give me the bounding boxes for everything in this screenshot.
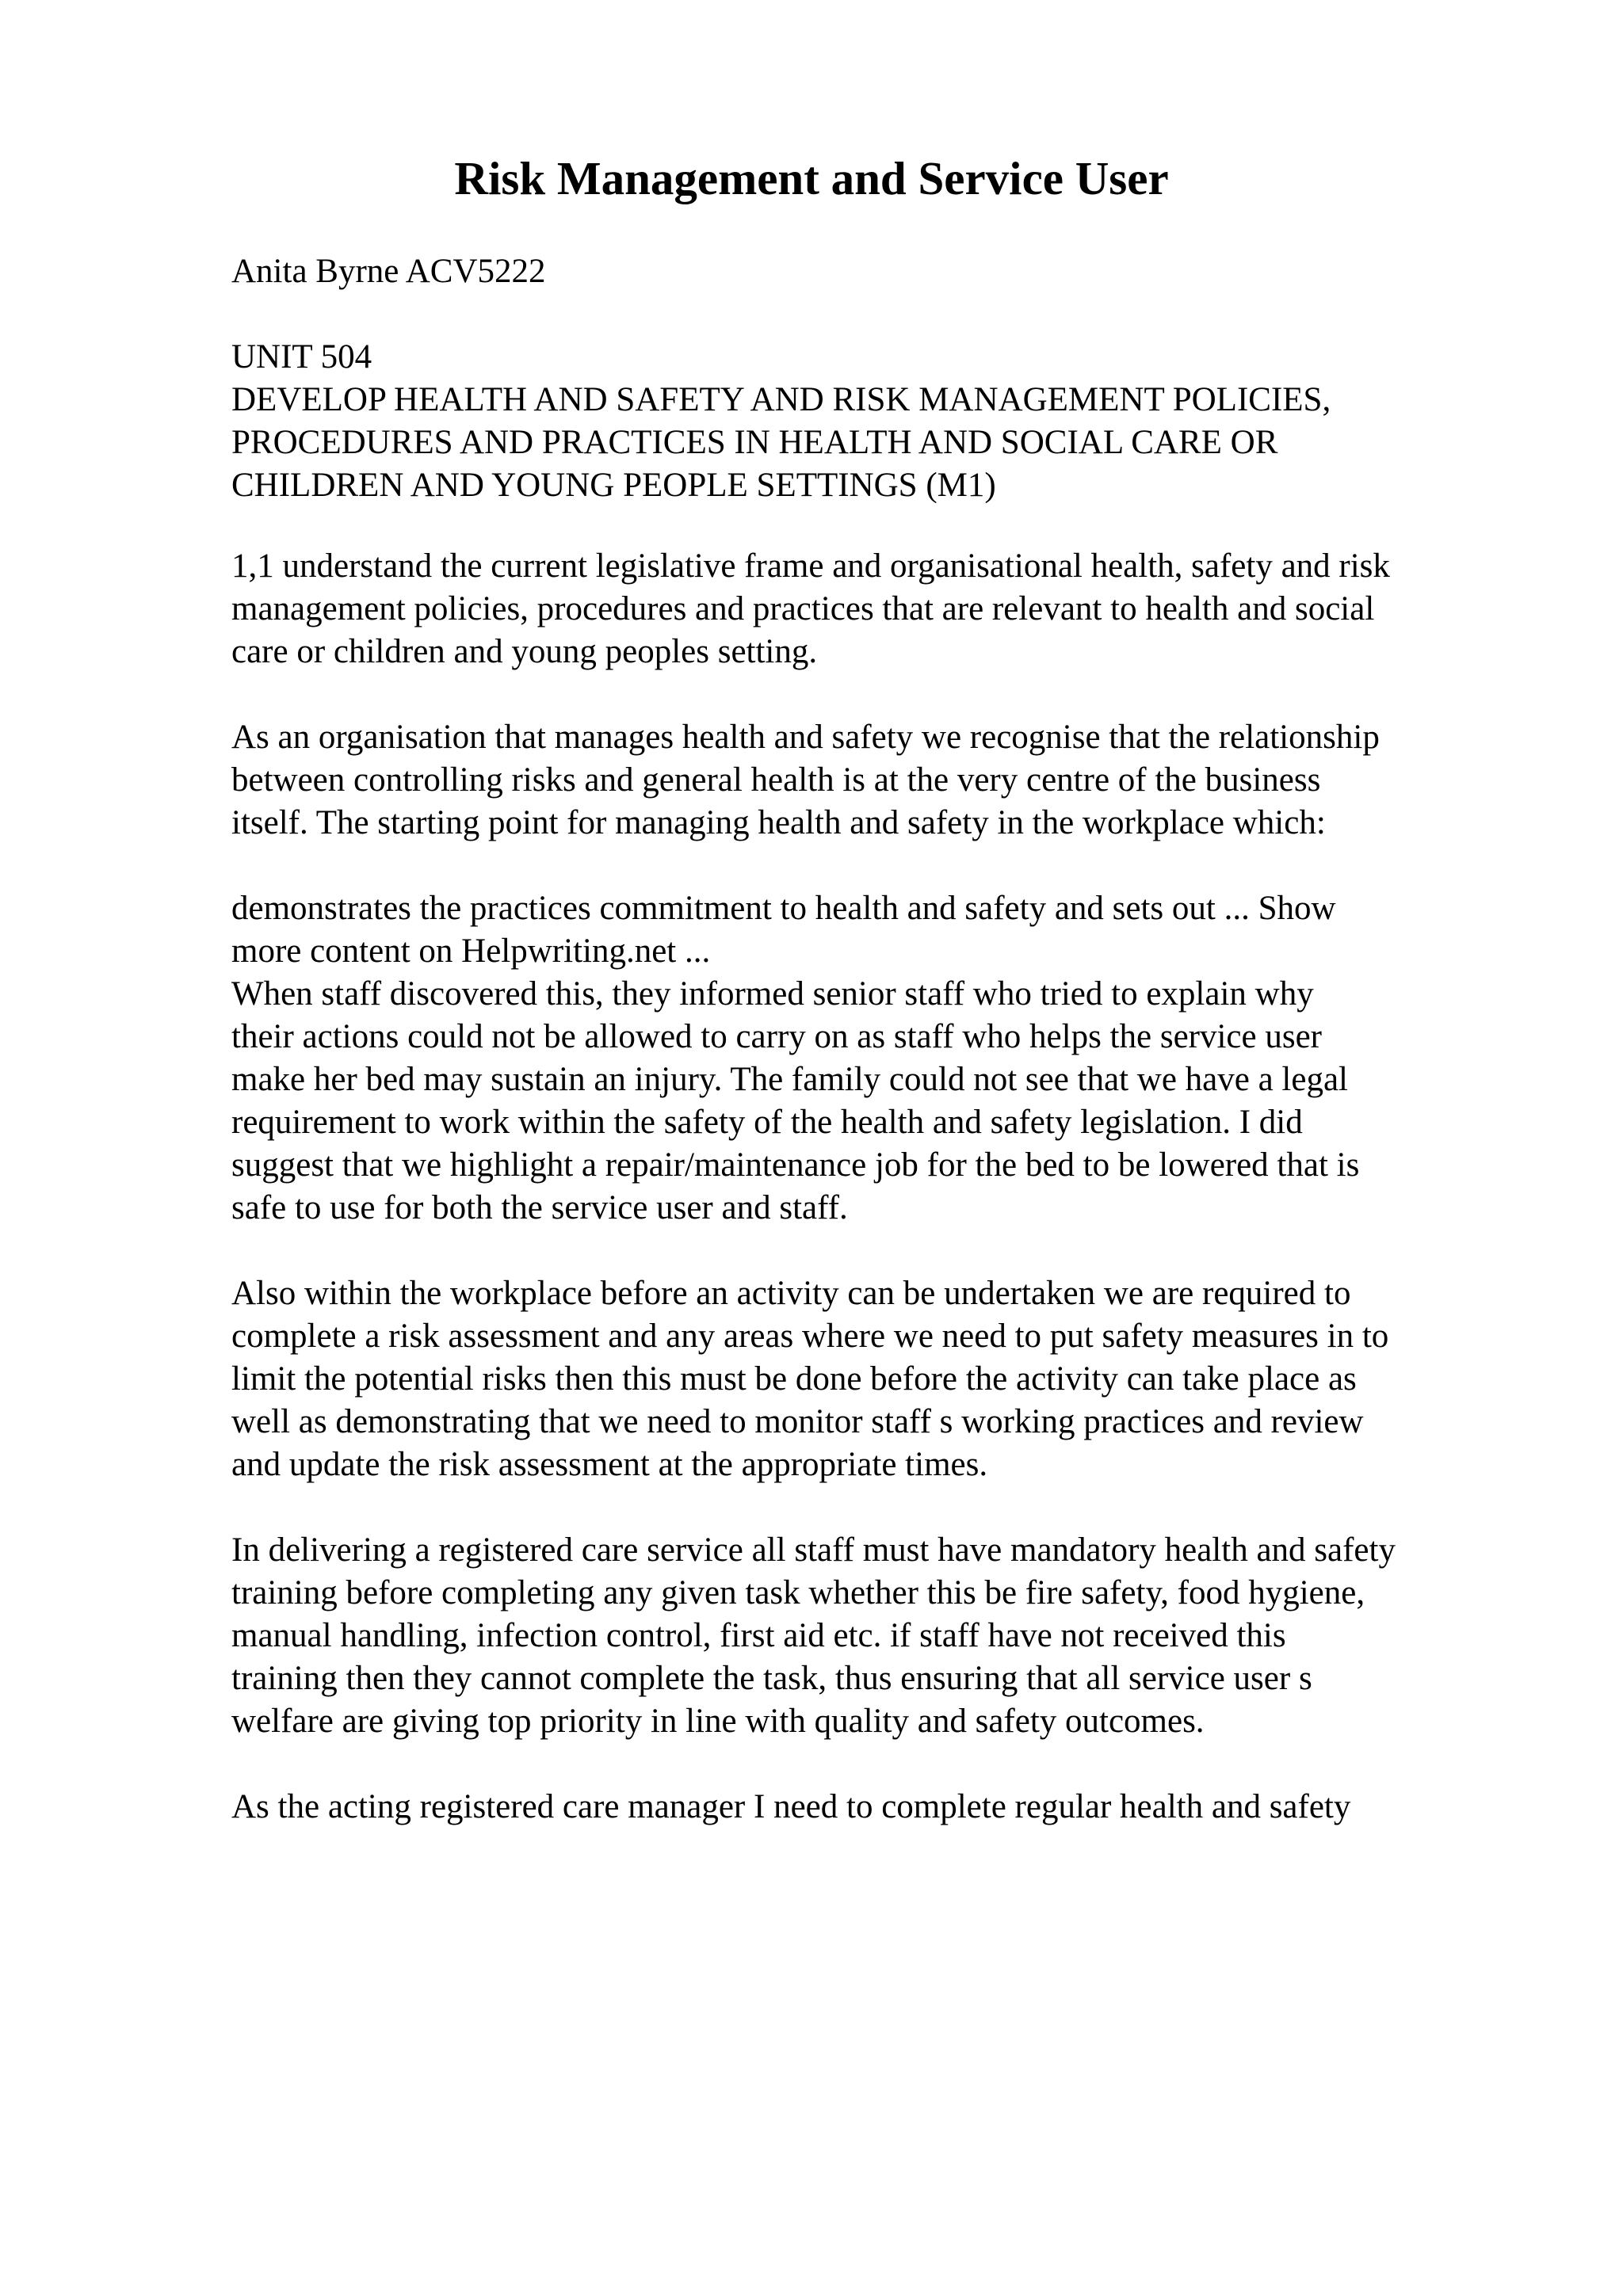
paragraph-line: limit the potential risks then this must be done before the activity can take place as <box>231 1360 1357 1398</box>
page-title: Risk Management and Service User <box>454 152 1169 204</box>
paragraph-line: demonstrates the practices commitment to health and safety and sets out ... Show <box>231 890 1336 927</box>
author-text: Anita Byrne ACV5222 <box>231 253 546 290</box>
unit-code: UNIT 504 <box>231 338 372 376</box>
unit-heading-line: CHILDREN AND YOUNG PEOPLE SETTINGS (M1) <box>231 467 996 504</box>
paragraph-line: more content on Helpwriting.net ... <box>231 933 711 970</box>
paragraph-line: As the acting registered care manager I need to complete regular health and safety <box>231 1788 1351 1825</box>
paragraph-line: manual handling, infection control, first aid etc. if staff have not received this <box>231 1617 1286 1654</box>
paragraph <box>231 1529 1594 1743</box>
paragraph-line: welfare are giving top priority in line with quality and safety outcomes. <box>231 1703 1205 1740</box>
paragraph-line: training before completing any given task whether this be fire safety, food hygiene, <box>231 1574 1365 1611</box>
paragraph <box>231 716 1594 845</box>
paragraph-line: training then they cannot complete the task, thus ensuring that all service user s <box>231 1660 1312 1697</box>
paragraph-line: requirement to work within the safety of the health and safety legislation. I did <box>231 1104 1303 1141</box>
paragraph-line: make her bed may sustain an injury. The family could not see that we have a legal <box>231 1061 1348 1098</box>
paragraph-line: suggest that we highlight a repair/maintenance job for the bed to be lowered that is <box>231 1146 1360 1184</box>
paragraph-line: As an organisation that manages health and safety we recognise that the relationship <box>231 719 1380 756</box>
unit-heading-line: PROCEDURES AND PRACTICES IN HEALTH AND SOCIAL CARE OR <box>231 424 1278 461</box>
paragraph <box>231 1272 1594 1486</box>
paragraph-line: itself. The starting point for managing health and safety in the workplace which: <box>231 804 1326 841</box>
paragraph-line: their actions could not be allowed to carry on as staff who helps the service user <box>231 1018 1322 1055</box>
paragraph-line: safe to use for both the service user and staff. <box>231 1189 848 1226</box>
paragraph-line: complete a risk assessment and any areas where we need to put safety measures in to <box>231 1318 1389 1355</box>
paragraph-line: well as demonstrating that we need to monitor staff s working practices and review <box>231 1403 1364 1440</box>
paragraph-line: Also within the workplace before an activity can be undertaken we are required to <box>231 1275 1351 1312</box>
paragraph-line: care or children and young peoples setting. <box>231 633 818 670</box>
paragraph <box>231 887 1594 1230</box>
paragraph <box>231 1786 1594 1829</box>
paragraph-line: When staff discovered this, they informed senior staff who tried to explain why <box>231 975 1314 1013</box>
author-line <box>231 250 1594 293</box>
unit-heading-line: DEVELOP HEALTH AND SAFETY AND RISK MANAGEMENT POLICIES, <box>231 381 1331 418</box>
paragraph-line: management policies, procedures and practices that are relevant to health and social <box>231 590 1375 627</box>
unit-block <box>231 336 1594 507</box>
paragraph-line: 1,1 understand the current legislative frame and organisational health, safety and risk <box>231 547 1390 585</box>
paragraph-line: and update the risk assessment at the appropriate times. <box>231 1446 988 1483</box>
paragraph-line: between controlling risks and general health is at the very centre of the business <box>231 761 1321 799</box>
paragraph <box>231 545 1594 673</box>
paragraph-line: In delivering a registered care service all staff must have mandatory health and safety <box>231 1531 1396 1569</box>
